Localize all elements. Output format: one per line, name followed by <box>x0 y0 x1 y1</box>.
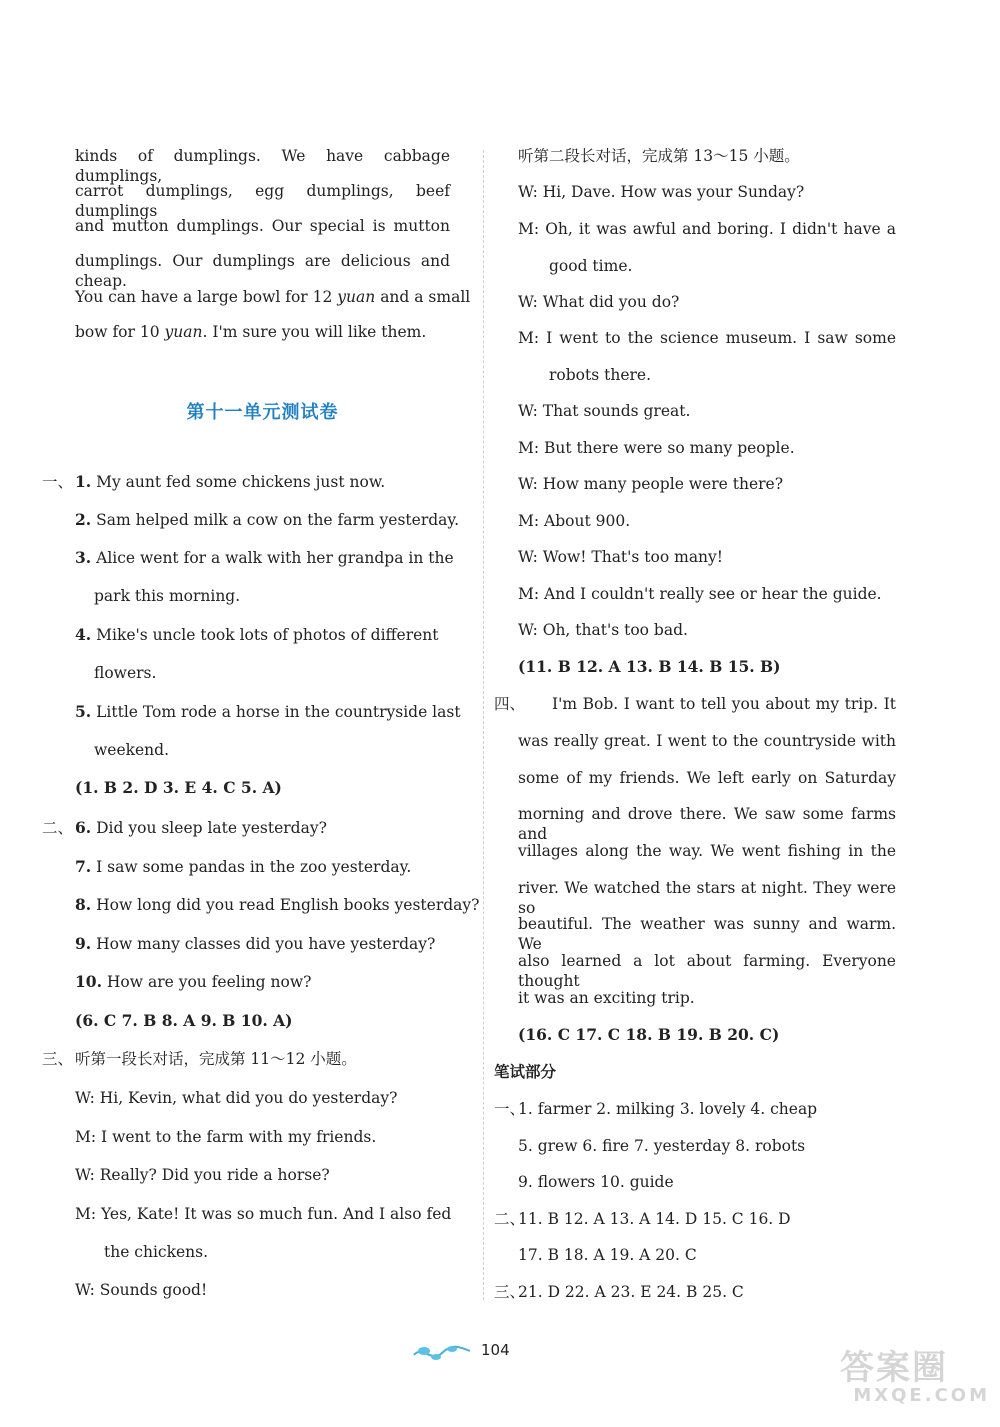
dialog-line: M: I went to the science museum. I saw some <box>518 329 896 347</box>
passage-line: river. We watched the stars at night. They were so <box>518 879 896 917</box>
passage-line: it was an exciting trip. <box>518 989 695 1007</box>
dialog-line: W: Really? Did you ride a horse? <box>75 1166 330 1184</box>
question-number: 四、 <box>494 695 526 713</box>
page-number: 104 <box>481 1341 510 1359</box>
dialog-line: W: How many people were there? <box>518 475 784 493</box>
listening-item: 4. Mike's uncle took lots of photos of different <box>75 625 439 644</box>
question-number: 二、 <box>494 1210 526 1228</box>
dialog-intro: 听第二段长对话，完成第 13～15 小题。 <box>518 147 800 165</box>
dialog-line: good time. <box>549 257 633 275</box>
dialog-line: M: Yes, Kate! It was so much fun. And I also fed <box>75 1205 452 1223</box>
answer-line: 11. B 12. A 13. A 14. D 15. C 16. D <box>518 1210 791 1228</box>
watermark-logo: 答案圈 MXQE.COM <box>840 1348 990 1406</box>
passage-line: I'm Bob. I want to tell you about my trip. It <box>552 695 896 713</box>
passage-line: also learned a lot about farming. Everyone thought <box>518 952 896 990</box>
dialog-line: the chickens. <box>104 1243 209 1261</box>
listening-item: 1. My aunt fed some chickens just now. <box>75 472 386 491</box>
passage-line: morning and drove there. We saw some farms and <box>518 805 896 843</box>
dialog-line: W: Hi, Kevin, what did you do yesterday? <box>75 1089 398 1107</box>
answer-key: (6. C 7. B 8. A 9. B 10. A) <box>75 1011 293 1030</box>
dialog-line: robots there. <box>549 366 651 384</box>
listening-item: 9. How many classes did you have yesterday? <box>75 934 436 953</box>
answer-line: 21. D 22. A 23. E 24. B 25. C <box>518 1283 744 1301</box>
passage-line: kinds of dumplings. We have cabbage dumplings, <box>75 147 450 185</box>
dialog-line: W: Oh, that's too bad. <box>518 621 688 639</box>
question-number: 三、 <box>42 1050 74 1068</box>
passage-line: beautiful. The weather was sunny and warm. We <box>518 915 896 953</box>
listening-item: 2. Sam helped milk a cow on the farm yesterday. <box>75 510 460 529</box>
listening-item: 7. I saw some pandas in the zoo yesterday. <box>75 857 412 876</box>
dialog-line: W: That sounds great. <box>518 402 691 420</box>
answer-key: (11. B 12. A 13. B 14. B 15. B) <box>518 657 781 676</box>
passage-line: and mutton dumplings. Our special is mutton <box>75 217 450 235</box>
question-number: 三、 <box>494 1283 526 1301</box>
listening-item: flowers. <box>94 664 157 682</box>
answer-line: 1. farmer 2. milking 3. lovely 4. cheap <box>518 1100 818 1118</box>
question-number: 一、 <box>42 473 74 491</box>
dialog-line: M: Oh, it was awful and boring. I didn't have a <box>518 220 896 238</box>
dialog-line: M: About 900. <box>518 512 631 530</box>
listening-item: 3. Alice went for a walk with her grandpa in the <box>75 548 454 567</box>
dialog-line: M: But there were so many people. <box>518 439 795 457</box>
dialog-line: M: And I couldn't really see or hear the guide. <box>518 585 882 603</box>
passage-line: dumplings. Our dumplings are delicious and cheap. <box>75 252 450 290</box>
passage-line: was really great. I went to the countryside with <box>518 732 896 750</box>
passage-line: carrot dumplings, egg dumplings, beef dumplings <box>75 182 450 220</box>
passage-line: villages along the way. We went fishing in the <box>518 842 896 860</box>
section-title: 第十一单元测试卷 <box>186 402 339 423</box>
dialog-line: W: Hi, Dave. How was your Sunday? <box>518 183 805 201</box>
dialog-line: W: Wow! That's too many! <box>518 548 724 566</box>
listening-item: 6. Did you sleep late yesterday? <box>75 818 327 837</box>
passage-line: bow for 10 yuan. I'm sure you will like them. <box>75 323 427 341</box>
dialog-line: W: What did you do? <box>518 293 680 311</box>
column-divider <box>483 150 484 1300</box>
passage-line: You can have a large bowl for 12 yuan and a small <box>75 288 471 306</box>
listening-item: 5. Little Tom rode a horse in the countryside last <box>75 702 461 721</box>
answer-key: (16. C 17. C 18. B 19. B 20. C) <box>518 1025 780 1044</box>
listening-item: park this morning. <box>94 587 241 605</box>
listening-item: weekend. <box>94 741 170 759</box>
answer-line: 5. grew 6. fire 7. yesterday 8. robots <box>518 1137 806 1155</box>
leaf-ornament-icon <box>412 1337 472 1367</box>
question-number: 二、 <box>42 819 74 837</box>
listening-item: 8. How long did you read English books yesterday? <box>75 895 480 914</box>
section-heading: 笔试部分 <box>494 1062 557 1081</box>
dialog-intro: 听第一段长对话，完成第 11～12 小题。 <box>75 1050 357 1068</box>
listening-item: 10. How are you feeling now? <box>75 972 312 991</box>
dialog-line: M: I went to the farm with my friends. <box>75 1128 377 1146</box>
answer-line: 17. B 18. A 19. A 20. C <box>518 1246 697 1264</box>
answer-key: (1. B 2. D 3. E 4. C 5. A) <box>75 778 282 797</box>
question-number: 一、 <box>494 1100 526 1118</box>
dialog-line: W: Sounds good! <box>75 1281 208 1299</box>
answer-line: 9. flowers 10. guide <box>518 1173 674 1191</box>
passage-line: some of my friends. We left early on Saturday <box>518 769 896 787</box>
